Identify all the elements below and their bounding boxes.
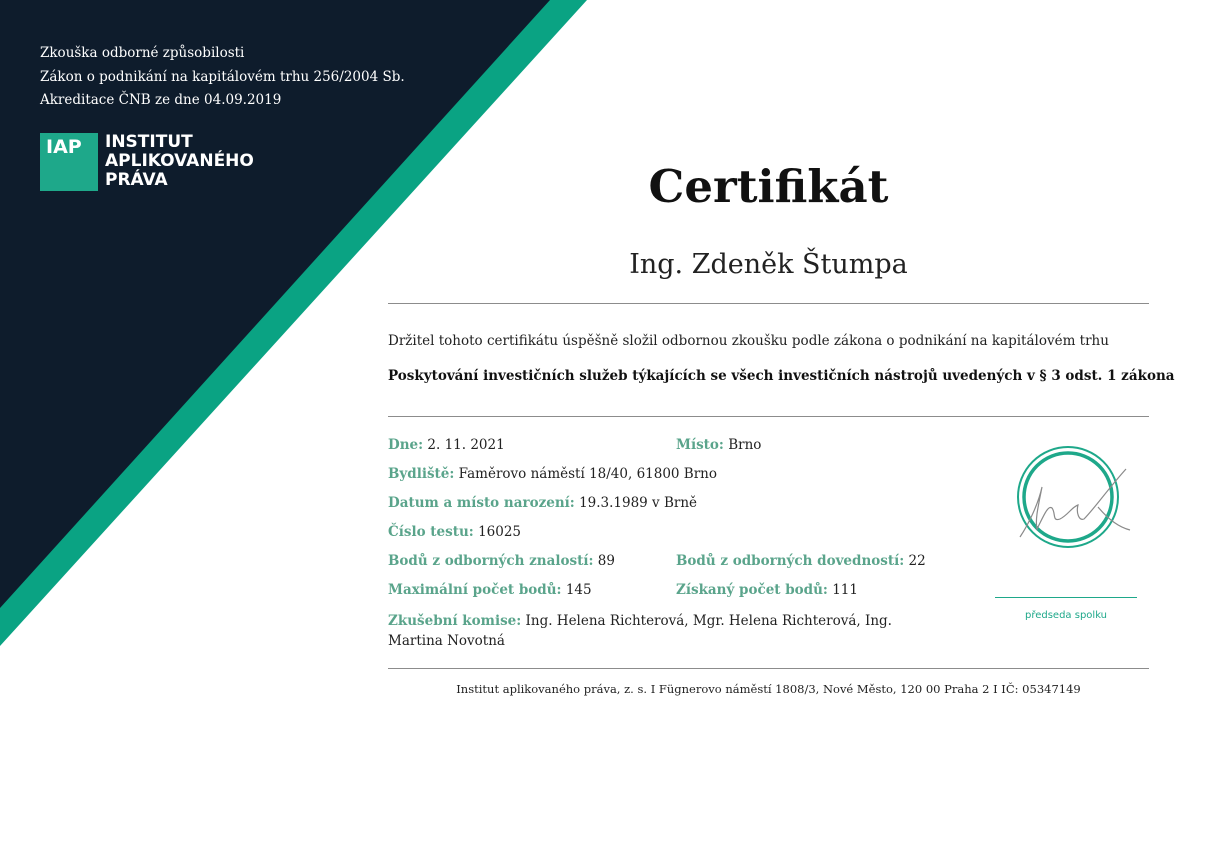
birth-value: 19.3.1989 v Brně — [579, 495, 698, 511]
exam-date — [388, 437, 505, 453]
residence-label: Bydliště: — [388, 466, 455, 482]
residence-value: Faměrovo náměstí 18/40, 61800 Brno — [458, 466, 718, 482]
skills-points-label: Bodů z odborných dovedností: — [676, 553, 905, 569]
logo-line-1: INSTITUT — [105, 132, 193, 152]
max-points-label: Maximální počet bodů: — [388, 582, 562, 598]
logo-wordmark — [105, 133, 254, 190]
skills-points — [676, 553, 926, 569]
certificate-title: Certifikát — [648, 160, 889, 213]
residence — [388, 466, 717, 482]
exam-date-value: 2. 11. 2021 — [427, 437, 505, 453]
signature-scribble — [1020, 469, 1130, 537]
max-points — [388, 582, 592, 598]
test-number — [388, 524, 521, 540]
certificate-statement: Držitel tohoto certifikátu úspěšně složil odbornou zkoušku podle zákona o podnikání na kapitálovém trhu — [388, 333, 1109, 349]
obtained-points-label: Získaný počet bodů: — [676, 582, 828, 598]
exam-date-label: Dne: — [388, 437, 424, 453]
logo-badge: IAP — [40, 133, 98, 191]
footer-address: Institut aplikovaného práva, z. s. I Fügnerovo náměstí 1808/3, Nové Město, 120 00 Praha 2 I IČ: 05347149 — [456, 682, 1081, 696]
certificate-scope: Poskytování investičních služeb týkajících se všech investičních nástrojů uvedených v § 3 odst. 1 zákona — [388, 368, 1175, 384]
exam-place-label: Místo: — [676, 437, 724, 453]
test-number-value: 16025 — [478, 524, 522, 540]
test-number-label: Číslo testu: — [388, 524, 474, 540]
exam-committee — [388, 611, 948, 651]
signature-line — [995, 597, 1137, 598]
exam-place-value: Brno — [728, 437, 762, 453]
seal-and-signature — [990, 445, 1150, 560]
committee-label: Zkušební komise: — [388, 613, 522, 629]
skills-points-value: 22 — [908, 553, 926, 569]
birth-info — [388, 495, 697, 511]
committee-value: Ing. Helena Richterová, Mgr. Helena Richterová, Ing. Martina Novotná — [388, 613, 892, 649]
logo-line-3: PRÁVA — [105, 170, 168, 190]
knowledge-points-label: Bodů z odborných znalostí: — [388, 553, 594, 569]
birth-label: Datum a místo narození: — [388, 495, 575, 511]
knowledge-points-value: 89 — [597, 553, 615, 569]
signature-caption: předseda spolku — [1024, 610, 1108, 621]
divider-middle — [388, 416, 1149, 417]
law-reference: Zákon o podnikání na kapitálovém trhu 256/2004 Sb. — [40, 68, 405, 85]
iap-logo — [40, 133, 254, 191]
divider-bottom — [388, 668, 1149, 669]
divider-top — [388, 303, 1149, 304]
accreditation-date: Akreditace ČNB ze dne 04.09.2019 — [40, 92, 282, 108]
obtained-points — [676, 582, 858, 598]
exam-place — [676, 437, 761, 453]
max-points-value: 145 — [565, 582, 592, 598]
accreditation-info — [40, 42, 405, 113]
holder-name: Ing. Zdeněk Štumpa — [629, 249, 908, 280]
obtained-points-value: 111 — [832, 582, 858, 598]
logo-line-2: APLIKOVANÉHO — [105, 151, 254, 171]
exam-type: Zkouška odborné způsobilosti — [40, 45, 245, 61]
knowledge-points — [388, 553, 615, 569]
